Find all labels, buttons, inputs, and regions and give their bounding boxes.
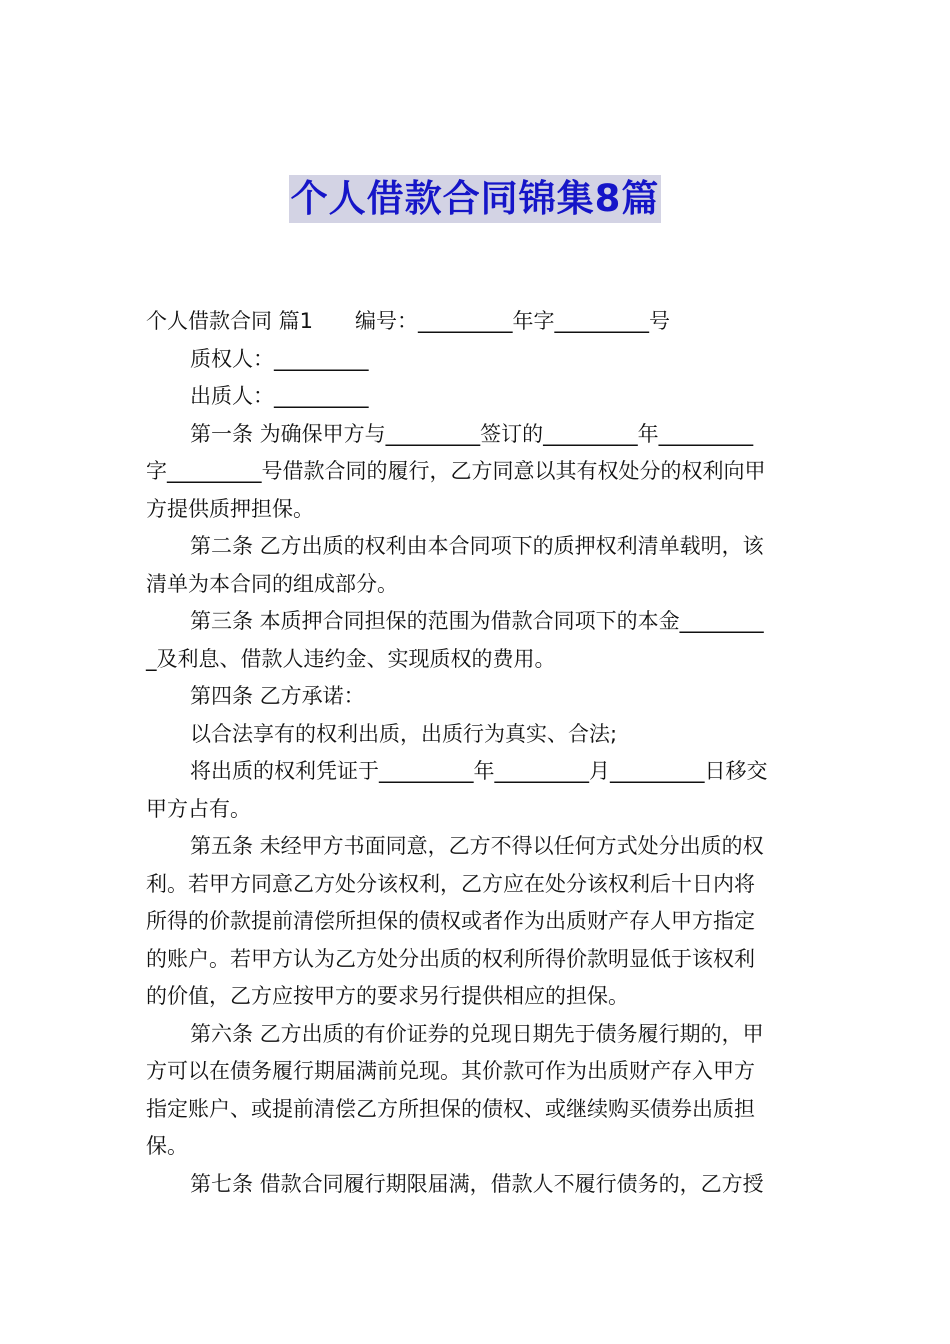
pledgor-line: 出质人：_________	[190, 384, 369, 408]
paragraph-line: 方提供质押担保。	[146, 496, 314, 521]
paragraph-line: 清单为本合同的组成部分。	[146, 571, 398, 596]
paragraph-line: 甲方占有。	[146, 796, 251, 821]
contract-name: 个人借款合同 篇1	[146, 309, 314, 333]
paragraph-line: _及利息、借款人违约金、实现质权的费用。	[146, 646, 556, 671]
paragraph-line	[146, 416, 806, 454]
paragraph-line: 第二条 乙方出质的权利由本合同项下的质押权利清单载明，该	[190, 534, 764, 558]
paragraph-line: 以合法享有的权利出质，出质行为真实、合法;	[190, 721, 618, 746]
line-text: 第一条 为确保甲方与_________签订的_________年_________	[190, 421, 754, 446]
document-body	[146, 303, 806, 1203]
paragraph-line: 字_________号借款合同的履行，乙方同意以其有权处分的权利向甲	[146, 459, 766, 483]
paragraph-line: 的价值，乙方应按甲方的要求另行提供相应的担保。	[146, 984, 629, 1008]
pledgee-line: 质权人：_________	[190, 346, 369, 371]
contract-header-line	[146, 303, 806, 341]
paragraph-line: 将出质的权利凭证于_________年_________月_________日移交	[190, 759, 768, 783]
paragraph-line: 所得的价款提前清偿所担保的债权或者作为出质财产存人甲方指定	[146, 909, 755, 933]
paragraph-line: 利。若甲方同意乙方处分该权利，乙方应在处分该权利后十日内将	[146, 871, 755, 896]
paragraph-line: 第五条 未经甲方书面同意，乙方不得以任何方式处分出质的权	[190, 834, 764, 858]
paragraph-line: 第七条 借款合同履行期限届满，借款人不履行债务的，乙方授	[190, 1171, 764, 1196]
paragraph-line: 第四条 乙方承诺：	[190, 684, 365, 708]
paragraph-line: 方可以在债务履行期届满前兑现。其价款可作为出质财产存入甲方	[146, 1059, 755, 1083]
document-title: 个人借款合同锦集8篇	[289, 175, 662, 223]
contract-number: 编号：_________年字_________号	[355, 309, 671, 333]
paragraph-line: 保。	[146, 1134, 188, 1158]
paragraph-line: 指定账户、或提前清偿乙方所担保的债权、或继续购买债券出质担	[146, 1096, 755, 1121]
paragraph-line: 第三条 本质押合同担保的范围为借款合同项下的本金________	[190, 609, 764, 633]
paragraph-line: 第六条 乙方出质的有价证券的兑现日期先于债务履行期的，甲	[190, 1021, 764, 1046]
paragraph-line: 的账户。若甲方认为乙方处分出质的权利所得价款明显低于该权利	[146, 946, 755, 971]
title-container	[0, 175, 950, 223]
